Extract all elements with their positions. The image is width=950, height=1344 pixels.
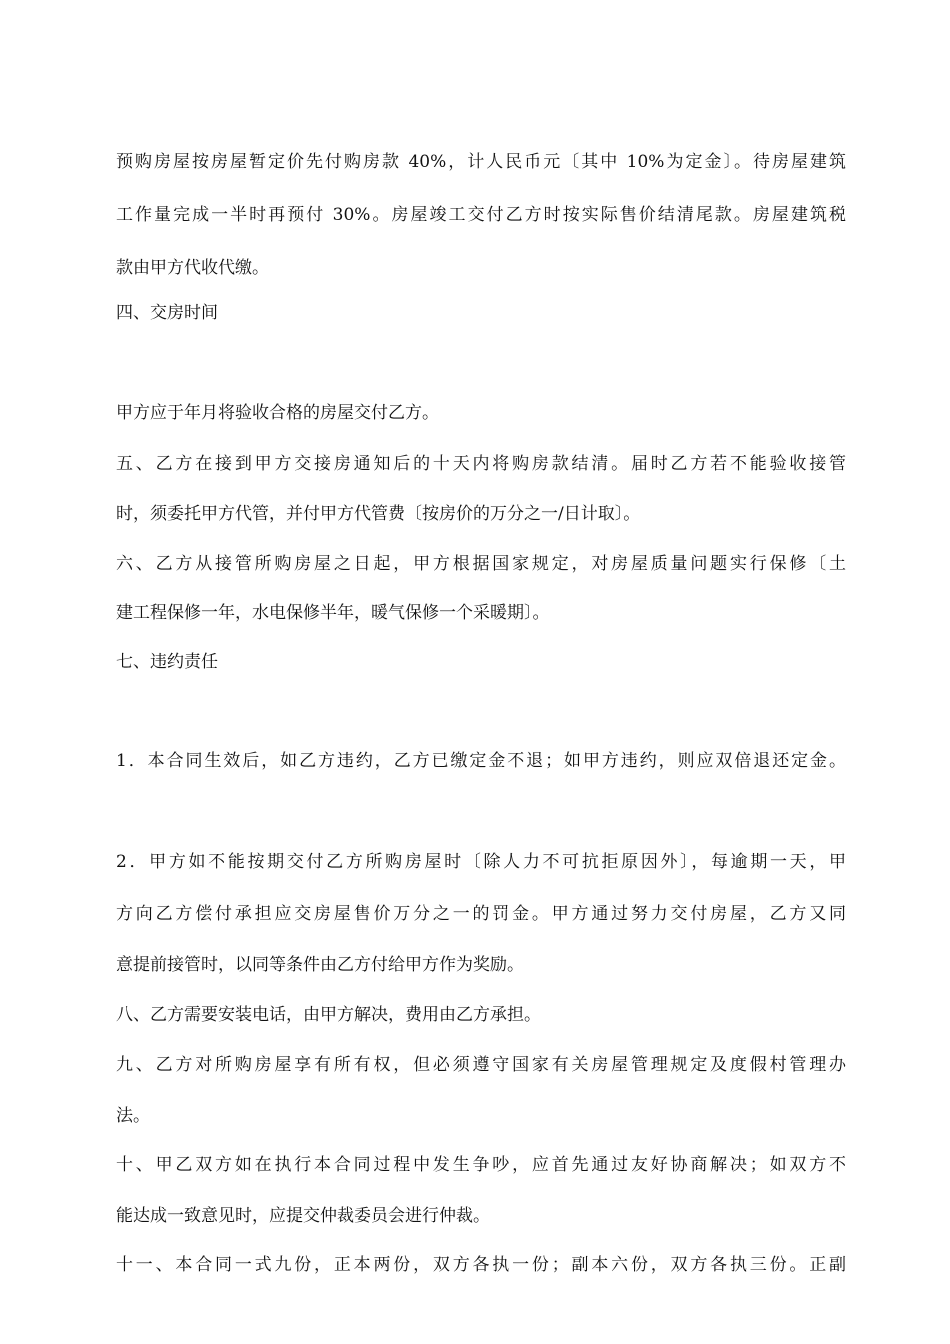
text-line: 甲方应于年月将验收合格的房屋交付乙方。 — [116, 403, 439, 423]
text-line: 八、乙方需要安装电话，由甲方解决，费用由乙方承担。 — [116, 1005, 541, 1025]
text-line: 时，须委托甲方代管，并付甲方代管费〔按房价的万分之一/日计取〕。 — [116, 504, 641, 524]
text-line: 六、乙方从接管所购房屋之日起，甲方根据国家规定，对房屋质量问题实行保修〔土 — [116, 554, 846, 574]
text-line: 十、甲乙双方如在执行本合同过程中发生争吵，应首先通过友好协商解决；如双方不 — [116, 1155, 846, 1175]
text-line: 意提前接管时，以同等条件由乙方付给甲方作为奖励。 — [116, 955, 524, 975]
section-heading: 七、违约责任 — [116, 652, 218, 672]
text-line: 九、乙方对所购房屋享有所有权，但必须遵守国家有关房屋管理规定及度假村管理办 — [116, 1055, 846, 1075]
text-line: 1．本合同生效后，如乙方违约，乙方已缴定金不退；如甲方违约，则应双倍退还定金。 — [116, 751, 846, 771]
text-line: 十一、本合同一式九份，正本两份，双方各执一份；副本六份，双方各执三份。正副 — [116, 1255, 846, 1275]
text-line: 2．甲方如不能按期交付乙方所购房屋时〔除人力不可抗拒原因外〕，每逾期一天，甲 — [116, 852, 846, 872]
section-heading: 四、交房时间 — [116, 303, 218, 323]
text-line: 五、乙方在接到甲方交接房通知后的十天内将购房款结清。届时乙方若不能验收接管 — [116, 454, 846, 474]
text-line: 工作量完成一半时再预付 30%。房屋竣工交付乙方时按实际售价结清尾款。房屋建筑税 — [116, 205, 846, 225]
text-line: 预购房屋按房屋暂定价先付购房款 40%，计人民币元〔其中 10%为定金〕。待房屋建筑 — [116, 152, 846, 172]
text-line: 款由甲方代收代缴。 — [116, 258, 269, 278]
text-line: 方向乙方偿付承担应交房屋售价万分之一的罚金。甲方通过努力交付房屋，乙方又同 — [116, 904, 846, 924]
text-line: 法。 — [116, 1106, 150, 1126]
text-line: 建工程保修一年，水电保修半年，暖气保修一个采暖期〕。 — [116, 603, 550, 623]
text-line: 能达成一致意见时，应提交仲裁委员会进行仲裁。 — [116, 1206, 490, 1226]
